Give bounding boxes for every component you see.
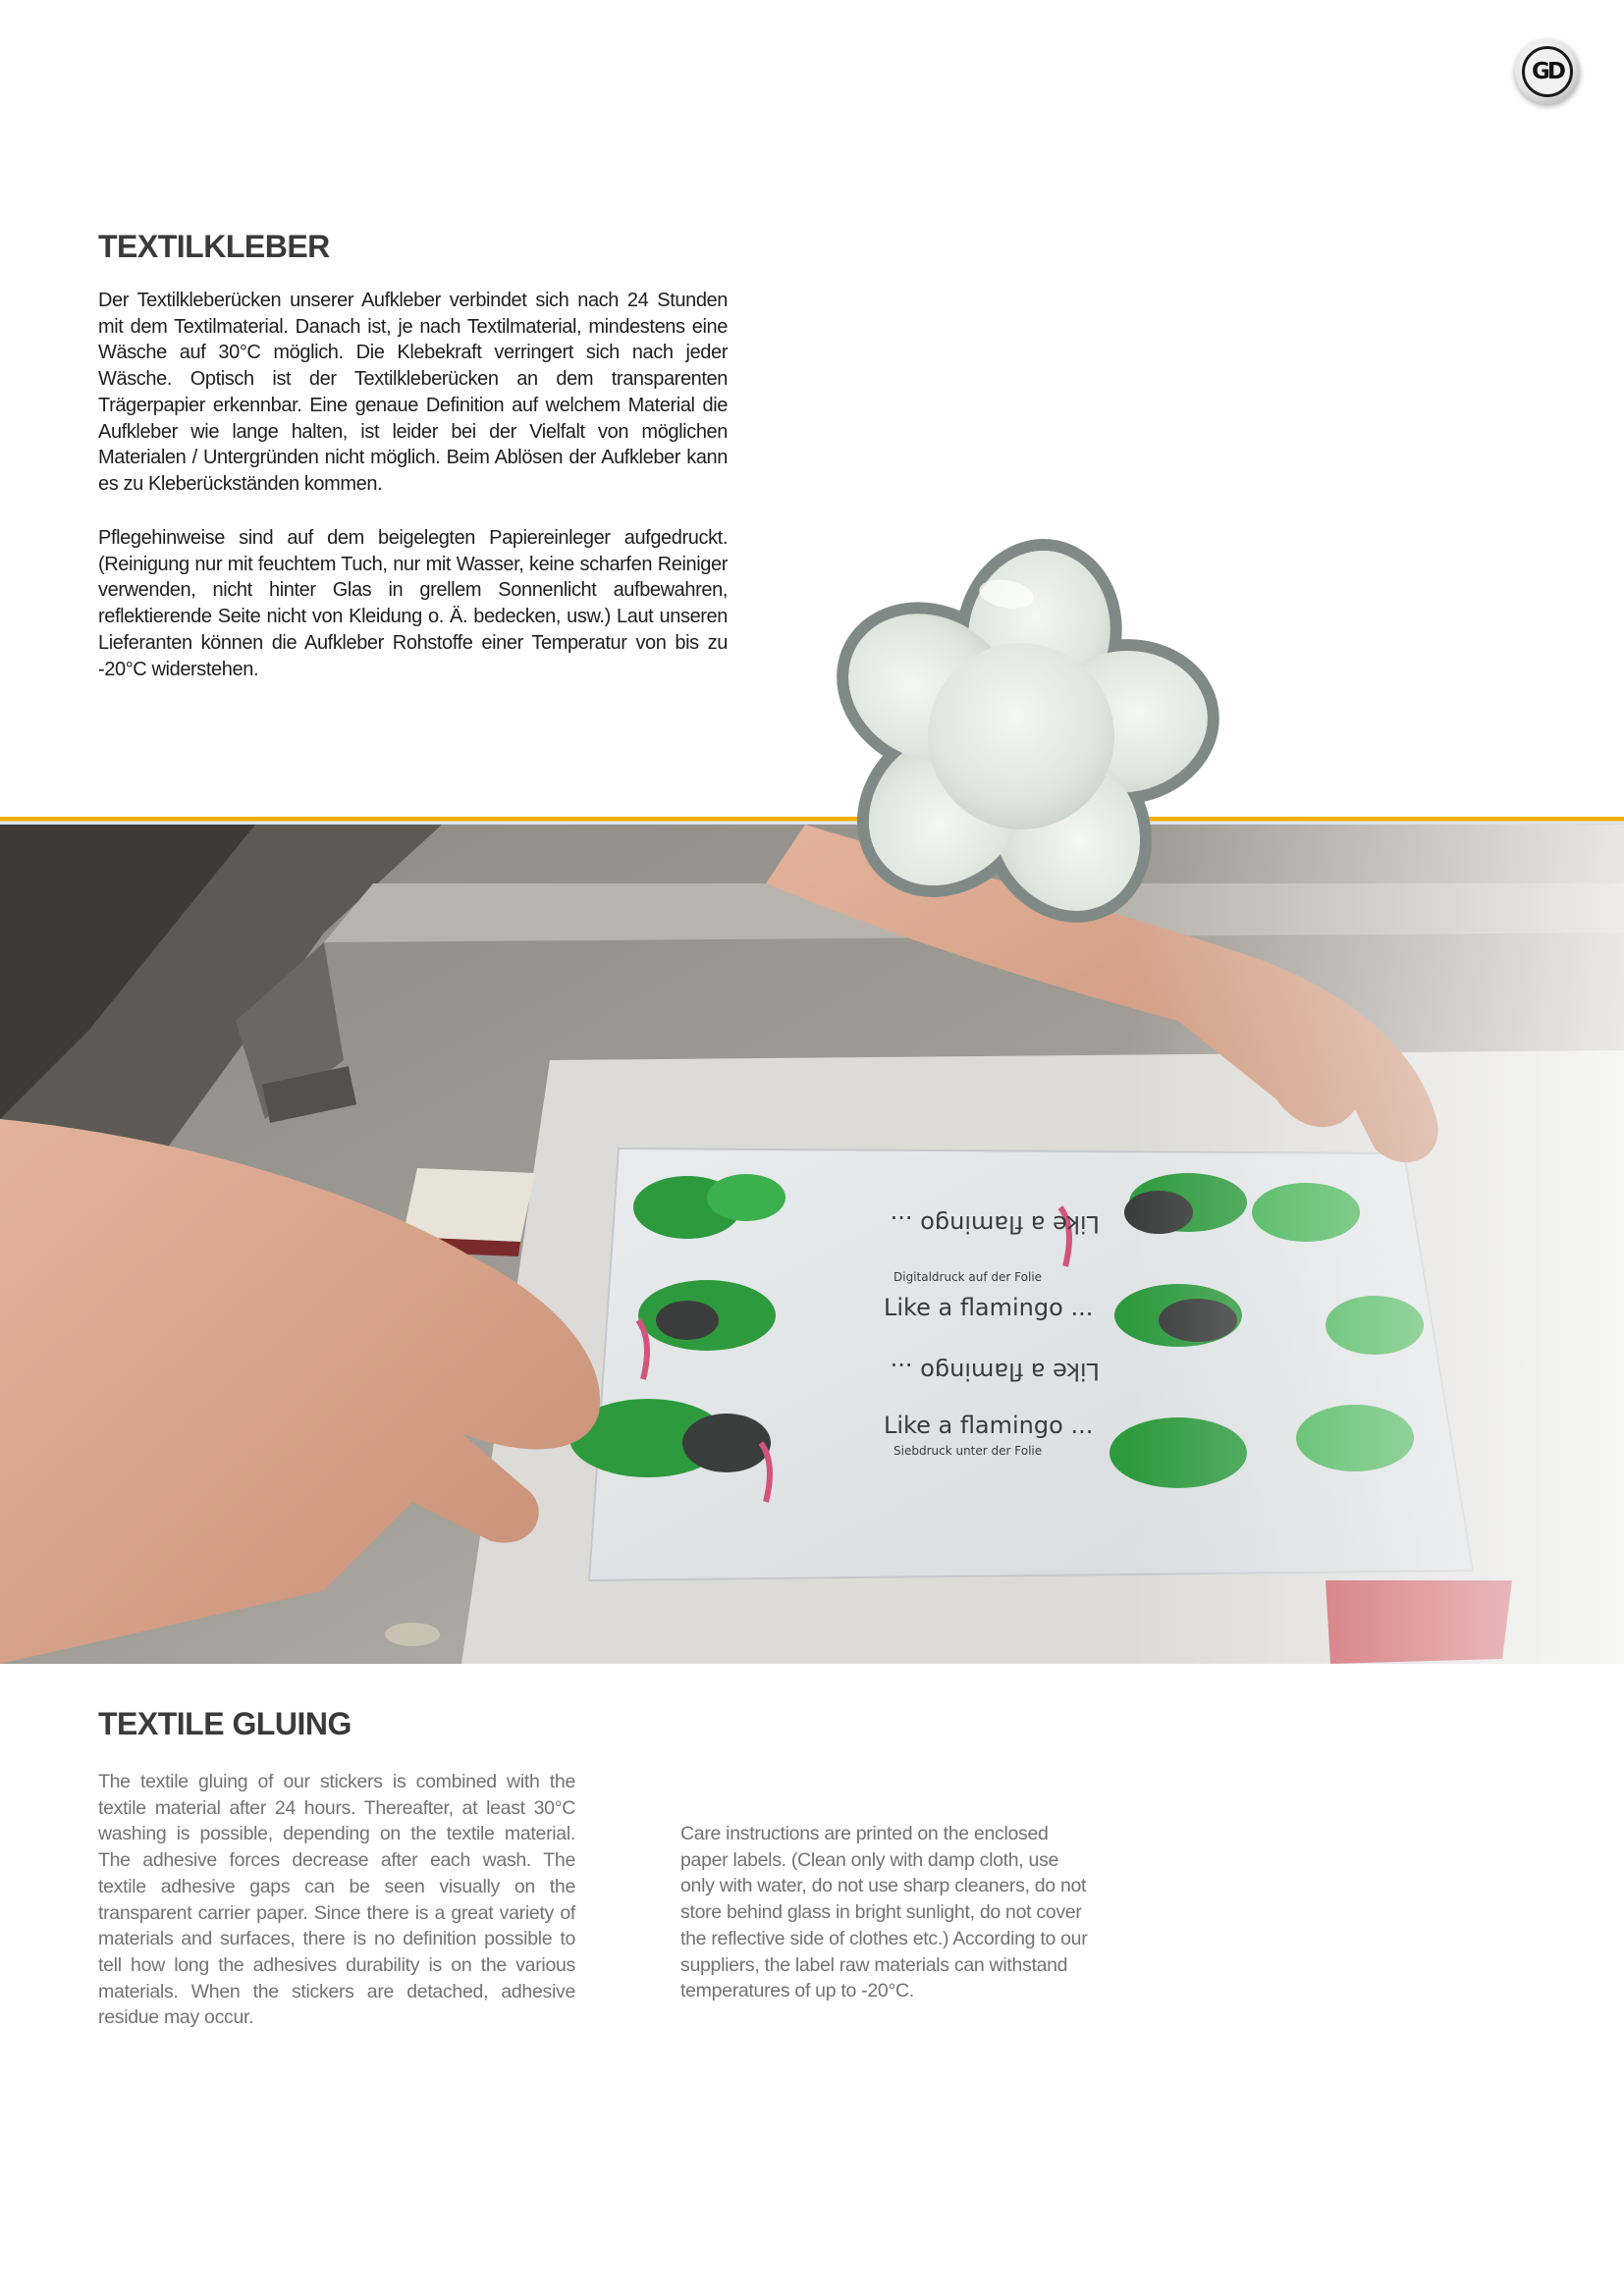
sheet-text-5: Digitaldruck auf der Folie	[893, 1270, 1043, 1284]
english-paragraph-1: The textile gluing of our stickers is combined with the textile material after 24 hours. Thereafter, at least 30°C washing is possible, depending on the textile material. The adhesive forces decrease after each wash. The textile adhesive gaps can be seen visually on the transparent carrier paper. Since there is a great variety of materials and surfaces, there is no definition possible to tell how long the adhesives durability is on the various materials. When the stickers are detached, adhesive residue may occur.	[98, 1771, 575, 2029]
heading-german: TEXTILKLEBER	[98, 229, 330, 264]
sheet-text-1: Like a flamingo ...	[890, 1210, 1100, 1238]
german-paragraph-1: Der Textilkleberücken unserer Aufkleber verbindet sich nach 24 Stunden mit dem Textilmaterial. Danach ist, je nach Textilmaterial, mindestens eine Wäsche auf 30°C möglich. Die Klebekraft verringert sich nach jeder Wäsche. Optisch ist der Textilkleberücken an dem transparenten Trägerpapier erkennbar. Eine genaue Definition auf welchem Material die Aufkleber wie lange halten, ist leider bei der Vielfalt von möglichen Materialen / Untergründen nicht möglich. Beim Ablösen der Aufkleber kann es zu Kleberückständen kommen.	[98, 290, 728, 495]
sheet-text-4: Like a flamingo ...	[884, 1412, 1094, 1439]
english-paragraph-2: Care instructions are printed on the enclosed paper labels. (Clean only with damp cloth, use only with water, do not use sharp cleaners, do not store behind glass in bright sunlight, do not cover the reflective side of clothes etc.) According to our suppliers, the label raw materials can withstand temperatures of up to -20°C.	[680, 1823, 1088, 2002]
german-paragraph-2: Pflegehinweise sind auf dem beigelegten Papiereinleger aufgedruckt. (Reinigung nur mit feuchtem Tuch, nur mit Wasser, keine scharfen Reiniger verwenden, nicht hinter Glas in grellem Sonnenlicht aufbewahren, reflektierende Seite nicht von Kleidung o. Ä. bedecken, usw.) Laut unseren Lieferanten können die Aufkleber Rohstoffe einer Temperatur von bis zu -20°C widerstehen.	[98, 527, 728, 680]
sheet-text-6: Siebdruck unter der Folie	[893, 1444, 1043, 1458]
production-photo	[0, 825, 1624, 1664]
heading-english: TEXTILE GLUING	[98, 1706, 352, 1741]
gd-logo-icon	[1515, 39, 1580, 104]
sheet-text-2: Like a flamingo ...	[884, 1294, 1094, 1321]
sheet-text-3: Like a flamingo ...	[890, 1358, 1100, 1385]
flower-sticker-image	[815, 530, 1227, 942]
logo-text: GD	[1522, 46, 1573, 97]
